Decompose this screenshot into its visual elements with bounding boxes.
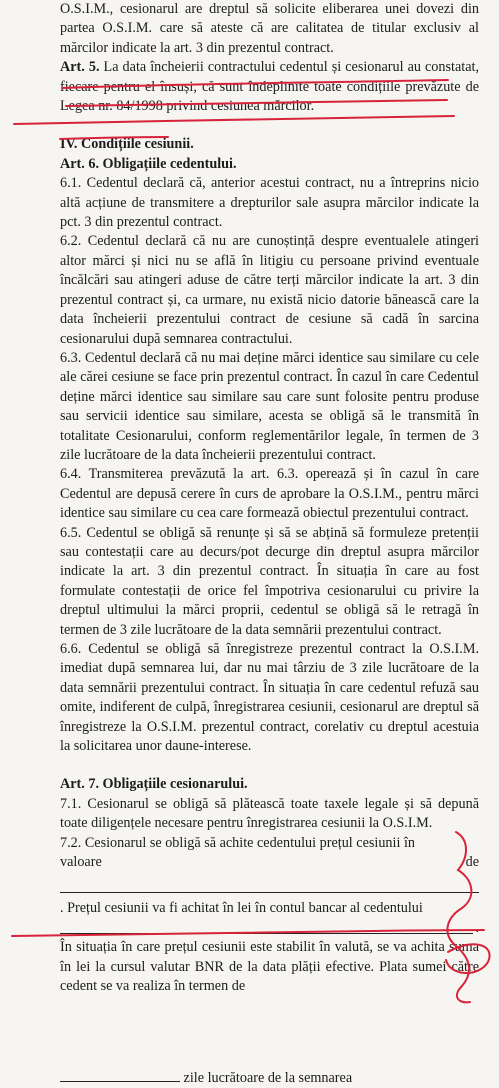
art5-text: La data încheierii contractului cedentul și cesionarul au constatat, fiecare pentru el însuși, că sunt îndeplinite toate condițiile prevăzute de Legea nr. 84/1998 privind cesiunea mărcilor. [60,59,479,115]
art6-paragraph-6-1: 6.1. Cedentul declară că, anterior acestui contract, nu a întreprins nicio altă acțiune de transmitere a drepturilor sale asupra mărcilor indicate la pct. 3 din prezentul contract. [60,175,479,231]
bank-account-line [60,919,479,938]
intro-paragraph: O.S.I.M., cesionarul are dreptul să solicite eliberarea unei dovezi din partea O.S.I.M. care să ateste că are calitatea de titular exclusiv al mărcilor indicate la art. 3 din prezentul contract. [60,1,479,56]
art6-paragraph-6-3: 6.3. Cedentul declară că nu mai deține mărci identice sau similare cu cele ale cărei cesiune se face prin prezentul contract. În cazul în care Cedentul deține mărci identice sau similare sau care sunt folosite pentru produse sau servicii identice sau similare, acesta se obligă să le transmită în totalitate Cesionarului, conform reglementărilor legale, în termen de 3 zile lucrătoare de la data încheierii prezentului contract. [60,349,479,463]
art6-paragraph-6-4: 6.4. Transmiterea prevăzută la art. 6.3. operează și în cazul în care Cedentul are depusă cerere în curs de aprobare la O.S.I.M., pentru mărci identice sau similare cu cea care formează obiectul prezentului contract. [60,466,479,522]
cut-off-text: zile lucrătoare de la semnarea [183,1069,353,1086]
bank-account-end: . [475,919,479,936]
art6-title: Art. 6. Obligațiile cedentului. [60,155,237,172]
art5-paragraph [60,58,479,116]
cut-off-line [60,1069,479,1088]
currency-paragraph: În situația în care prețul cesiunii este stabilit în valută, se va achita suma în lei la cursul valutar BNR de la data plății efective. Plata sumei către cedent se va realiza în termen de [60,939,479,995]
art6-paragraph-6-6: 6.6. Cedentul se obligă să înregistreze prezentul contract la O.S.I.M. imediat după semnarea lui, dar nu mai târziu de 3 zile lucrătoare de la data semnării prezentului contract. În situația în care cedentul refuză sau omite, indiferent de culpă, înregistrarea cesiunii, cesionarul are dreptul să înregistreze la O.S.I.M. prezentul contract, corelativ cu dreptul acestuia la solicitarea unor daune-interese. [60,641,479,755]
section4-title: IV. Condițiile cesiunii. [60,136,194,153]
art6-paragraph-6-5: 6.5. Cedentul se obligă să renunțe și să se abțină să formuleze pretenții sau contestații care au decurs/pot decurge din dreptul asupra mărcilor indicate la art. 3 din prezentul contract. În situația în care au fost formulate contestații de orice fel împotriva cesionarului cu privire la dreptul ultimului la mărci proprii, cedentul se obligă să le retragă în termen de 3 zile lucrătoare de la data semnării prezentului contract. [60,524,479,638]
de-label: de [465,854,479,871]
section-spacer [60,116,479,135]
art7-paragraph-7-1: 7.1. Cesionarul se obligă să plătească toate taxele legale și să depună toate diligențele necesare pentru înregistrarea cesiunii la O.S.I.M. [60,795,479,832]
art7-title: Art. 7. Obligațiile cesionarului. [60,776,248,793]
art5-label: Art. 5. [60,59,100,76]
art6-paragraph-6-2: 6.2. Cedentul declară că nu are cunoștință despre eventualele atingeri altor mărci și nici nu se află în litigiu cu persoane privind eventuale încălcări sau atingeri aduse de către terți mărcilor indicate la art. 3 din prezentul contract și, ca urmare, nu există nicio datorie bănească care la data încheierii prezentului contract de cesiune să cadă în sarcina cesionarului după semnarea contractului. [60,233,479,347]
art7-paragraph-7-2: 7.2. Cesionarul se obligă să achite cedentului prețul cesiunii în [60,834,415,851]
amount-blank-line [60,878,479,893]
bank-account-blank-line [60,919,473,934]
valoare-label: valoare [60,854,102,871]
section-spacer [60,756,479,775]
days-blank-line [60,1081,180,1082]
valoare-line [60,853,479,872]
bank-account-paragraph: . Prețul cesiunii va fi achitat în lei în contul bancar al cedentului [60,900,423,917]
